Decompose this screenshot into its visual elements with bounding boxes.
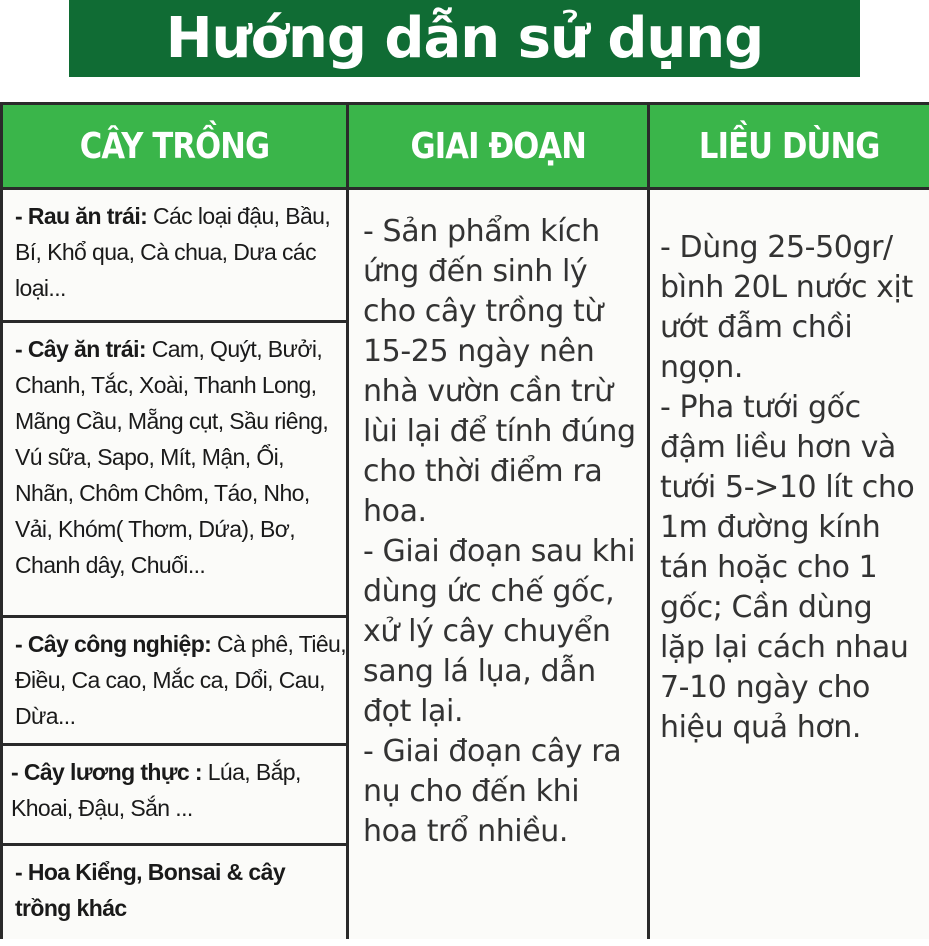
stage-column [349,187,650,939]
header-crop [0,105,349,187]
dose-paragraph: - Dùng 25-50gr/ bình 20L nước xịt ướt đẫm chồi ngọn. [660,230,913,385]
header-stage-label: GIAI ĐOẠN [410,125,586,167]
crop-text: Cà phê, Tiêu, Điều, Ca cao, Mắc ca, Dổi, Cau, Dừa... [15,631,347,729]
dose-paragraph: - Pha tưới gốc đậm liều hơn và tưới 5->10 lít cho 1m đường kính tán hoặc cho 1 gốc; Cần dùng lặp lại cách nhau 7-10 ngày cho hiệu quả hơn. [660,390,915,745]
crop-column [0,187,349,939]
crop-row [3,618,346,746]
crop-label: - Hoa Kiểng, Bonsai & cây trồng khác [15,859,286,921]
stage-paragraph: - Giai đoạn cây ra nụ cho đến khi hoa trổ nhiều. [363,734,622,849]
header-dose-label: LIỀU DÙNG [699,125,880,167]
crop-row [3,746,346,846]
usage-table [0,102,929,939]
crop-text: Cam, Quýt, Bưởi, Chanh, Tắc, Xoài, Thanh Long, Mãng Cầu, Mẵng cụt, Sầu riêng, Vú sữa, Sapo, Mít, Mận, Ổi, Nhãn, Chôm Chôm, Táo, Nho, Vải, Khóm( Thơm, Dứa), Bơ, Chanh dây, Chuối... [15,336,329,578]
stage-text [363,212,641,852]
crop-row [3,846,346,946]
page-title: Hướng dẫn sử dụng [165,6,764,71]
header-crop-label: CÂY TRỒNG [79,125,270,167]
crop-row [3,323,346,618]
crop-row [3,190,346,323]
crop-text: Các loại đậu, Bầu, Bí, Khổ qua, Cà chua, Dưa các loại... [15,203,331,301]
crop-label: - Rau ăn trái: [15,203,148,229]
dose-column [650,187,929,939]
crop-label: - Cây lương thực : [11,759,202,785]
dose-text [660,228,925,748]
title-banner [69,0,860,77]
crop-label: - Cây ăn trái: [15,336,146,362]
crop-text: Lúa, Bắp, Khoai, Đậu, Sắn ... [11,759,301,821]
header-stage [349,105,650,187]
stage-paragraph: - Sản phẩm kích ứng đến sinh lý cho cây trồng từ 15-25 ngày nên nhà vườn cần trừ lùi lại để tính đúng cho thời điểm ra hoa. [363,214,636,529]
crop-label: - Cây công nghiệp: [15,631,212,657]
header-dose [650,105,929,187]
stage-paragraph: - Giai đoạn sau khi dùng ức chế gốc, xử lý cây chuyển sang lá lụa, dẫn đọt lại. [363,534,636,729]
